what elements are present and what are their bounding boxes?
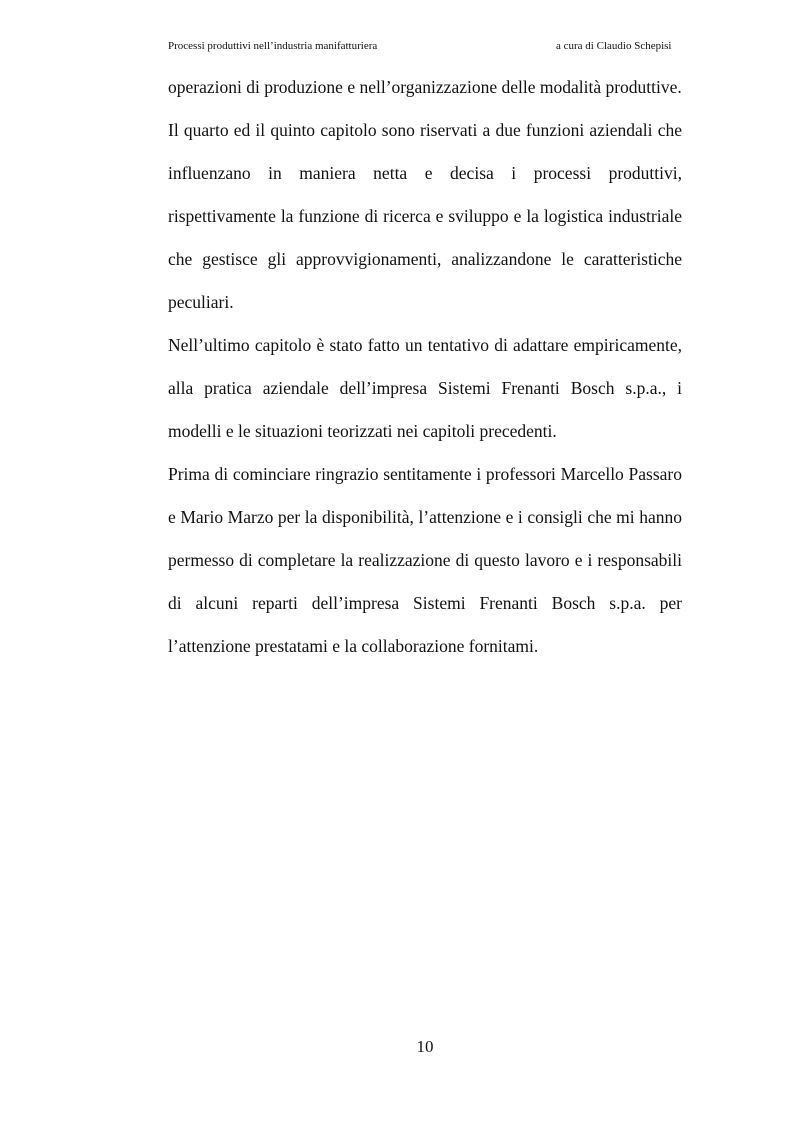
paragraph-3: Nell’ultimo capitolo è stato fatto un tentativo di adattare empiricamente, alla pratica aziendale dell’impresa Sistemi Frenanti Bosch s.p.a., i modelli e le situazioni teorizzati nei capitoli precedenti. xyxy=(168,335,682,441)
body-text xyxy=(168,66,682,668)
paragraph-1: operazioni di produzione e nell’organizzazione delle modalità produttive. xyxy=(168,77,682,97)
running-header-title: Processi produttivi nell’industria manifatturiera xyxy=(168,40,378,52)
paragraph-2: Il quarto ed il quinto capitolo sono riservati a due funzioni aziendali che influenzano in maniera netta e decisa i processi produttivi, rispettivamente la funzione di ricerca e sviluppo e la logistica industriale che gestisce gli approvvigionamenti, analizzandone le caratteristiche peculiari. xyxy=(168,120,682,312)
page-number: 10 xyxy=(416,1037,434,1056)
running-header-author: a cura di Claudio Schepisi xyxy=(556,40,672,52)
paragraph-4: Prima di cominciare ringrazio sentitamente i professori Marcello Passaro e Mario Marzo per la disponibilità, l’attenzione e i consigli che mi hanno permesso di completare la realizzazione di questo lavoro e i responsabili di alcuni reparti dell’impresa Sistemi Frenanti Bosch s.p.a. per l’attenzione prestatami e la collaborazione fornitami. xyxy=(168,464,682,656)
